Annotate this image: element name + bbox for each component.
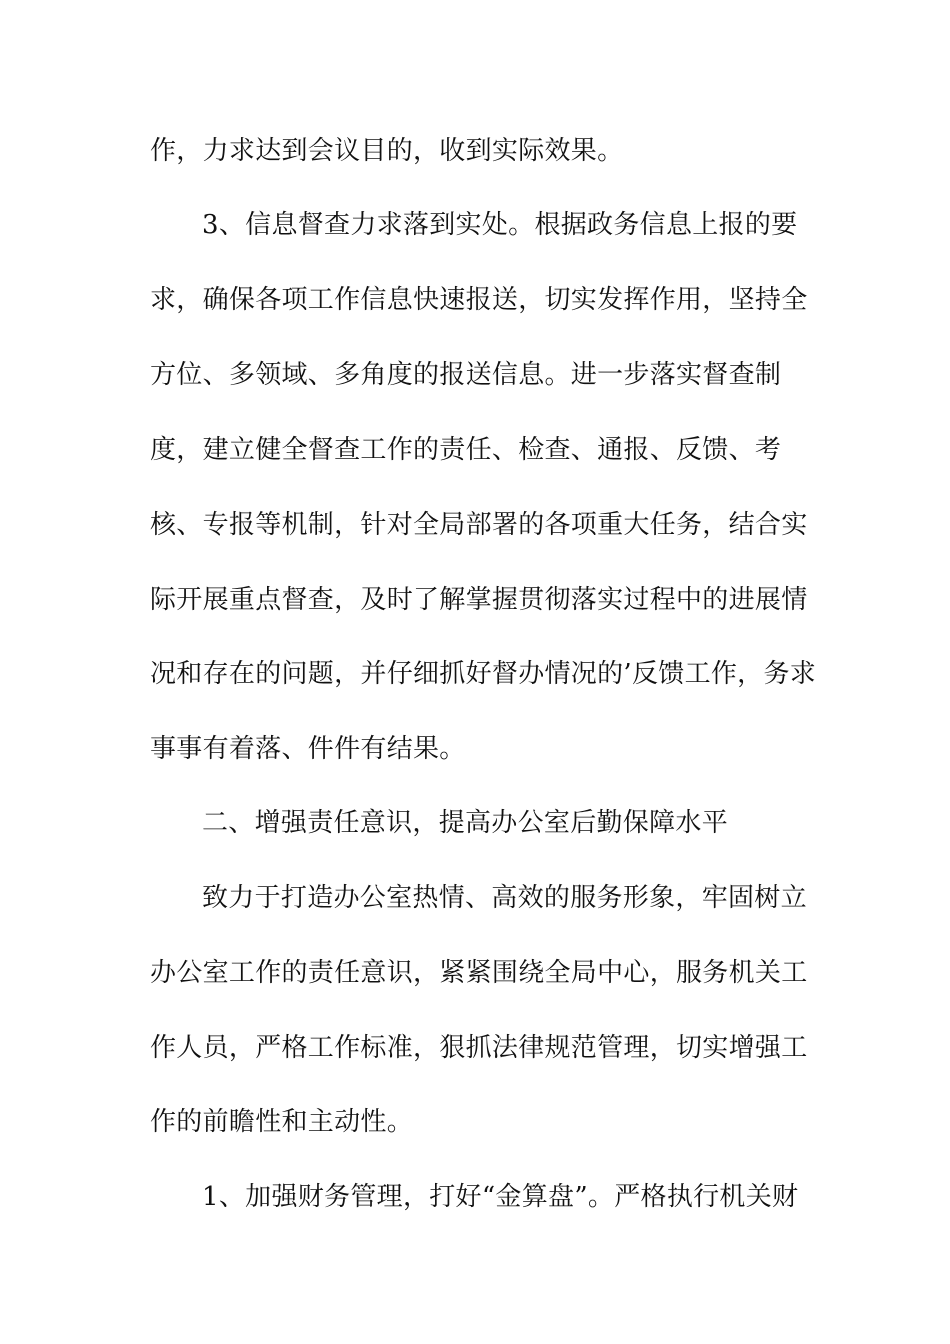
text-line-13: 作人员，严格工作标准，狠抓法律规范管理，切实增强工	[150, 1033, 808, 1063]
text-line-11: 致力于打造办公室热情、高效的服务形象，牢固树立	[202, 883, 807, 913]
text-line-15: 1、加强财务管理，打好“金算盘”。严格执行机关财	[202, 1182, 799, 1212]
text-line-1: 作，力求达到会议目的，收到实际效果。	[150, 136, 624, 166]
text-line-9: 事事有着落、件件有结果。	[150, 734, 466, 764]
text-line-4: 方位、多领域、多角度的报送信息。进一步落实督查制	[150, 360, 782, 390]
text-line-12: 办公室工作的责任意识，紧紧围绕全局中心，服务机关工	[150, 958, 808, 988]
text-line-3: 求，确保各项工作信息快速报送，切实发挥作用，坚持全	[150, 285, 808, 315]
text-line-2: 3、信息督查力求落到实处。根据政务信息上报的要	[202, 210, 798, 240]
text-line-7: 际开展重点督查，及时了解掌握贯彻落实过程中的进展情	[150, 585, 808, 615]
text-line-6: 核、专报等机制，针对全局部署的各项重大任务，结合实	[150, 510, 808, 540]
text-line-8: 况和存在的问题，并仔细抓好督办情况的’反馈工作，务求	[150, 659, 817, 689]
text-line-14: 作的前瞻性和主动性。	[150, 1107, 414, 1137]
section-heading: 二、增强责任意识，提高办公室后勤保障水平	[202, 808, 729, 838]
text-line-5: 度，建立健全督查工作的责任、检查、通报、反馈、考	[150, 435, 782, 465]
